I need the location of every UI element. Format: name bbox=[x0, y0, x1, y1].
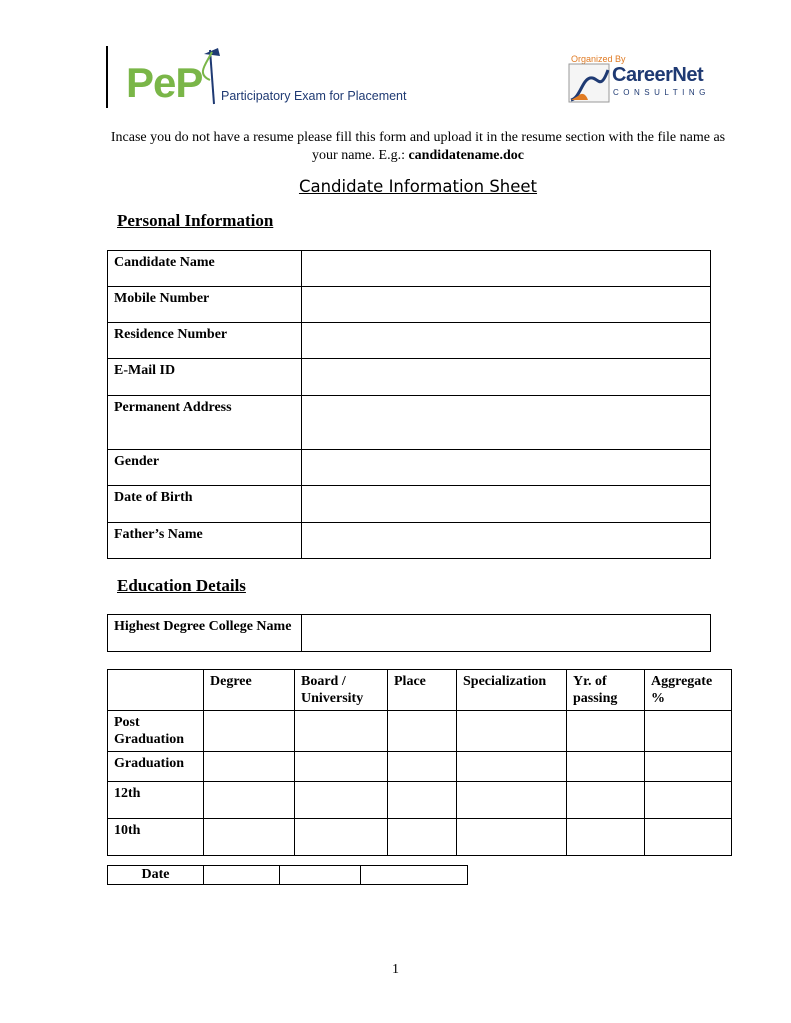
date-year-input[interactable] bbox=[361, 866, 468, 885]
table-row bbox=[108, 486, 711, 523]
pep-logo-text: PeP bbox=[126, 59, 203, 106]
table-cell[interactable] bbox=[204, 752, 295, 782]
date-of-birth-input[interactable] bbox=[302, 486, 711, 523]
table-cell[interactable] bbox=[388, 782, 457, 819]
table-cell[interactable] bbox=[645, 752, 732, 782]
row-label: Post Graduation bbox=[108, 711, 204, 752]
table-cell[interactable] bbox=[204, 782, 295, 819]
date-day-input[interactable] bbox=[204, 866, 280, 885]
date-label: Date bbox=[108, 866, 204, 885]
page-title: Candidate Information Sheet bbox=[298, 177, 538, 196]
permanent-address-input[interactable] bbox=[302, 396, 711, 450]
table-row bbox=[108, 866, 468, 885]
table-row bbox=[108, 450, 711, 486]
intro-instructions bbox=[108, 129, 728, 165]
fathers-name-input[interactable] bbox=[302, 523, 711, 559]
table-row bbox=[108, 782, 732, 819]
table-cell[interactable] bbox=[567, 819, 645, 856]
intro-text: Incase you do not have a resume please fill this form and upload it in the resume section with the file name as your name. E.g.: bbox=[110, 130, 726, 163]
mobile-number-input[interactable] bbox=[302, 287, 711, 323]
careernet-logo-icon bbox=[568, 62, 612, 104]
column-header: Specialization bbox=[457, 670, 567, 711]
personal-info-table bbox=[107, 250, 711, 559]
field-label: Mobile Number bbox=[108, 287, 302, 323]
table-cell[interactable] bbox=[457, 752, 567, 782]
table-row bbox=[108, 323, 711, 359]
field-label: Candidate Name bbox=[108, 251, 302, 287]
table-cell[interactable] bbox=[295, 782, 388, 819]
date-month-input[interactable] bbox=[280, 866, 361, 885]
row-label: 12th bbox=[108, 782, 204, 819]
field-label: Date of Birth bbox=[108, 486, 302, 523]
table-cell[interactable] bbox=[388, 752, 457, 782]
table-cell[interactable] bbox=[567, 752, 645, 782]
organized-by-label: Organized By bbox=[571, 54, 626, 64]
table-row bbox=[108, 615, 711, 652]
college-table bbox=[107, 614, 711, 652]
table-row bbox=[108, 752, 732, 782]
education-heading: Education Details bbox=[117, 576, 246, 595]
table-cell[interactable] bbox=[567, 711, 645, 752]
date-table bbox=[107, 865, 468, 885]
table-cell[interactable] bbox=[295, 752, 388, 782]
table-cell[interactable] bbox=[457, 819, 567, 856]
column-header: Degree bbox=[204, 670, 295, 711]
field-label: E-Mail ID bbox=[108, 359, 302, 396]
table-cell[interactable] bbox=[388, 819, 457, 856]
column-header bbox=[108, 670, 204, 711]
table-row bbox=[108, 523, 711, 559]
pep-logo-tagline: Participatory Exam for Placement bbox=[221, 89, 407, 103]
table-row bbox=[108, 396, 711, 450]
column-header: Board / University bbox=[295, 670, 388, 711]
table-cell[interactable] bbox=[645, 711, 732, 752]
residence-number-input[interactable] bbox=[302, 323, 711, 359]
college-name-input[interactable] bbox=[302, 615, 711, 652]
table-cell[interactable] bbox=[295, 819, 388, 856]
table-cell[interactable] bbox=[457, 782, 567, 819]
page-number: 1 bbox=[392, 962, 399, 977]
candidate-name-input[interactable] bbox=[302, 251, 711, 287]
table-row bbox=[108, 359, 711, 396]
careernet-logo-subtext: CONSULTING bbox=[613, 88, 710, 97]
field-label: Highest Degree College Name bbox=[108, 615, 302, 652]
table-row bbox=[108, 251, 711, 287]
gender-input[interactable] bbox=[302, 450, 711, 486]
careernet-logo-text: CareerNet bbox=[612, 64, 704, 86]
column-header: Aggregate % bbox=[645, 670, 732, 711]
table-row bbox=[108, 711, 732, 752]
table-cell[interactable] bbox=[567, 782, 645, 819]
education-table bbox=[107, 669, 732, 856]
table-row bbox=[108, 287, 711, 323]
personal-info-heading: Personal Information bbox=[117, 211, 274, 230]
field-label: Gender bbox=[108, 450, 302, 486]
row-label: Graduation bbox=[108, 752, 204, 782]
table-cell[interactable] bbox=[204, 819, 295, 856]
table-cell[interactable] bbox=[457, 711, 567, 752]
email-input[interactable] bbox=[302, 359, 711, 396]
row-label: 10th bbox=[108, 819, 204, 856]
column-header: Yr. of passing bbox=[567, 670, 645, 711]
header-divider bbox=[106, 46, 108, 108]
field-label: Residence Number bbox=[108, 323, 302, 359]
column-header: Place bbox=[388, 670, 457, 711]
table-cell[interactable] bbox=[388, 711, 457, 752]
table-cell[interactable] bbox=[645, 819, 732, 856]
field-label: Permanent Address bbox=[108, 396, 302, 450]
table-cell[interactable] bbox=[204, 711, 295, 752]
field-label: Father’s Name bbox=[108, 523, 302, 559]
table-cell[interactable] bbox=[645, 782, 732, 819]
table-cell[interactable] bbox=[295, 711, 388, 752]
table-header-row bbox=[108, 670, 732, 711]
table-row bbox=[108, 819, 732, 856]
intro-example-filename: candidatename.doc bbox=[408, 148, 524, 163]
